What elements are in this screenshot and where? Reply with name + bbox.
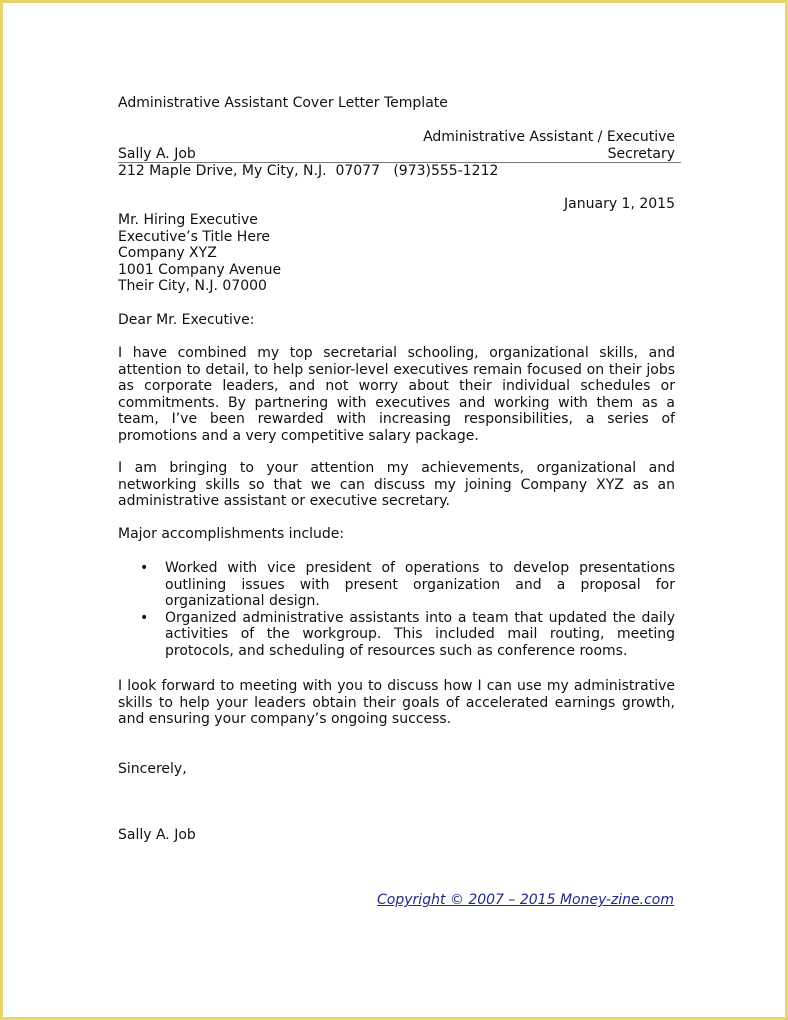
template-title: Administrative Assistant Cover Letter Template <box>118 95 448 111</box>
letterhead <box>118 129 681 163</box>
accomplishments-intro: Major accomplishments include: <box>118 526 345 542</box>
signature-name: Sally A. Job <box>118 827 196 843</box>
recipient-city: Their City, N.J. 07000 <box>118 278 267 294</box>
letter-date: January 1, 2015 <box>564 196 675 212</box>
accomplishments-list <box>118 560 675 659</box>
body-paragraph-1: I have combined my top secretarial schooling, organizational skills, and attention to detail, to help senior-level executives remain focused on their jobs as corporate leaders, and not worry about their individual schedules or commitments. By partnering with executives and working with them as a team, I’ve been rewarded with increasing responsibilities, a series of promotions and a very competitive salary package. <box>118 345 675 444</box>
salutation: Dear Mr. Executive: <box>118 312 255 328</box>
body-paragraph-3: I look forward to meeting with you to discuss how I can use my administrative skills to help your leaders obtain their goals of accelerated earnings growth, and ensuring your company’s ongoing success. <box>118 678 675 727</box>
recipient-street: 1001 Company Avenue <box>118 261 282 278</box>
recipient-company: Company XYZ <box>118 245 217 261</box>
sender-name: Sally A. Job <box>118 145 196 162</box>
accomplishment-text: Organized administrative assistants into a team that updated the daily activities of the workgroup. This included mail routing, meeting protocols, and scheduling of resources such as conference rooms. <box>165 609 675 659</box>
list-item <box>118 560 675 610</box>
closing: Sincerely, <box>118 761 187 777</box>
accomplishment-text: Worked with vice president of operations to develop presentations outlining issues with present organization and a proposal for organizational design. <box>165 560 675 609</box>
position-title: Administrative Assistant / Executive Secretary <box>423 129 675 162</box>
recipient-name: Mr. Hiring Executive <box>118 212 258 228</box>
list-item <box>118 610 675 660</box>
sender-address: 212 Maple Drive, My City, N.J. 07077 (973)555-1212 <box>118 163 499 179</box>
copyright-link[interactable]: Copyright © 2007 – 2015 Money-zine.com <box>377 892 674 908</box>
bullet-icon: • <box>140 609 149 626</box>
bullet-icon: • <box>140 560 149 576</box>
body-paragraph-2: I am bringing to your attention my achievements, organizational and networking skills so that we can discuss my joining Company XYZ as an administrative assistant or executive secretary. <box>118 460 675 509</box>
recipient-address-block <box>118 212 281 295</box>
recipient-title: Executive’s Title Here <box>118 228 271 245</box>
